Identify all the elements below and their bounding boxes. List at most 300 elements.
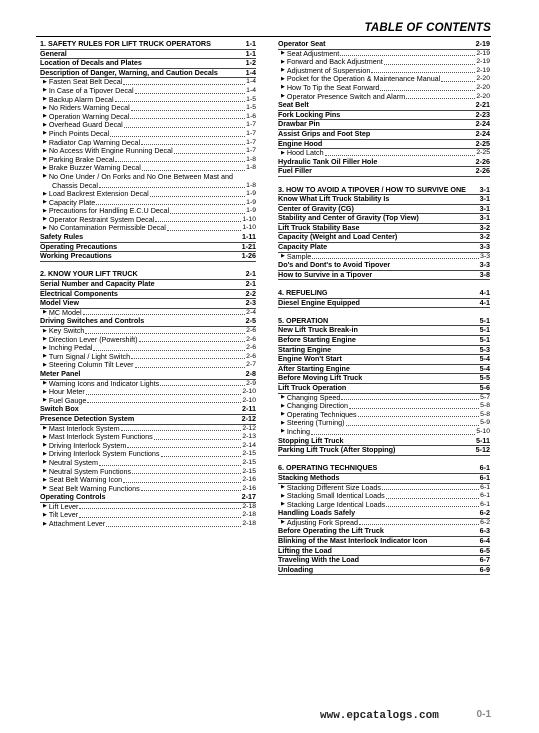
toc-entry-text: Unloading <box>278 564 314 574</box>
bullet-arrow-icon: ▶ <box>43 380 47 387</box>
toc-page-number: 2-24 <box>475 128 490 138</box>
bullet-arrow-icon: ▶ <box>43 164 47 171</box>
dot-leader <box>174 147 245 154</box>
dot-leader <box>139 335 246 342</box>
toc-entry-text: Sample <box>286 251 312 261</box>
bullet-arrow-icon: ▶ <box>281 419 285 426</box>
dot-leader <box>141 484 242 491</box>
toc-entry-text: Presence Detection System <box>40 413 135 423</box>
dot-leader <box>85 327 245 334</box>
toc-entry-text: Steering Column Tilt Lever <box>48 360 134 370</box>
toc-page-number: 2-19 <box>476 58 490 66</box>
toc-page-number: 1-9 <box>246 190 256 198</box>
bullet-arrow-icon: ▶ <box>281 411 285 418</box>
toc-page-number: 6-1 <box>479 472 490 482</box>
toc-entry-text: Stacking Small Identical Loads <box>286 491 385 501</box>
toc-page-number: 2-1 <box>245 279 256 289</box>
dot-leader <box>386 500 479 507</box>
bullet-arrow-icon: ▶ <box>43 199 47 206</box>
toc-entry-text: Lift Truck Operation <box>278 382 347 392</box>
bullet-arrow-icon: ▶ <box>281 492 285 499</box>
toc-page-number: 5-3 <box>479 344 490 354</box>
toc-page-number: 2-10 <box>242 388 256 396</box>
toc-entry-text: Operator Presence Switch and Alarm <box>286 91 406 101</box>
bullet-arrow-icon: ▶ <box>43 511 47 518</box>
dot-leader <box>406 92 475 99</box>
dot-leader <box>170 207 245 214</box>
toc-page-number: 6-3 <box>479 526 490 536</box>
dot-leader <box>384 58 476 65</box>
toc-entry-text: Capacity (Weight and Load Center) <box>278 232 398 242</box>
toc-entry-text: Meter Panel <box>40 368 81 378</box>
bullet-arrow-icon: ▶ <box>281 67 285 74</box>
toc-page-number: 1-8 <box>246 155 256 163</box>
toc-page-number: 2-20 <box>476 92 490 100</box>
toc-page-number: 1-8 <box>246 164 256 172</box>
toc-page-number: 2-9 <box>246 379 256 387</box>
toc-entry-text: Backup Alarm Decal <box>48 94 114 104</box>
header-rule <box>36 36 491 37</box>
bullet-arrow-icon: ▶ <box>281 84 285 91</box>
toc-entry-text: Traveling With the Load <box>278 555 359 565</box>
toc-entry-text: Operating Controls <box>40 492 106 502</box>
bullet-arrow-icon: ▶ <box>281 93 285 100</box>
toc-entry-text: Model View <box>40 298 80 308</box>
toc-entry-text: Assist Grips and Foot Step <box>278 128 371 138</box>
toc-entry-text: No Access With Engine Running Decal <box>48 146 173 156</box>
toc-entry-text: Blinking of the Mast Interlock Indicator Icon <box>278 536 428 546</box>
dot-leader <box>130 112 245 119</box>
toc-page-number: 3-1 <box>479 184 490 194</box>
bullet-arrow-icon: ▶ <box>43 476 47 483</box>
dot-leader <box>150 190 245 197</box>
bullet-arrow-icon: ▶ <box>43 361 47 368</box>
toc-page-number: 1-4 <box>245 67 256 77</box>
toc-entry-text: Seat Belt Warning Icon <box>48 475 123 485</box>
page-number: 0-1 <box>476 709 491 720</box>
dot-leader <box>99 181 245 188</box>
toc-page-number: 2-19 <box>475 39 490 48</box>
toc-page-number: 1-9 <box>246 207 256 215</box>
toc-entry-text: After Starting Engine <box>278 363 350 373</box>
toc-entry-text: Hydraulic Tank Oil Filler Hole <box>278 156 378 166</box>
toc-entry-text: Adjusting Fork Spread <box>286 517 358 527</box>
dot-leader <box>96 198 245 205</box>
toc-page-number: 3-2 <box>479 232 490 242</box>
toc-entry-text: Stability and Center of Gravity (Top View) <box>278 213 419 223</box>
toc-entry-text: MC Model <box>48 307 82 317</box>
toc-page-number: 2-16 <box>242 476 256 484</box>
toc-page-number: 1-5 <box>246 95 256 103</box>
toc-column-left <box>40 40 256 529</box>
dot-leader <box>135 361 246 368</box>
toc-page-number: 1-11 <box>242 232 256 242</box>
bullet-arrow-icon: ▶ <box>43 113 47 120</box>
toc-page-number: 2-18 <box>242 511 256 519</box>
bullet-arrow-icon: ▶ <box>43 336 47 343</box>
toc-page-number: 2-15 <box>242 458 256 466</box>
toc-page-number: 2-26 <box>475 156 490 166</box>
toc-entry-text: Lift Lever <box>48 501 79 511</box>
toc-page-number: 5-8 <box>480 410 490 418</box>
dot-leader <box>86 388 242 395</box>
toc-page-number: 2-15 <box>242 467 256 475</box>
toc-entry-text: Operating Precautions <box>40 241 118 251</box>
dot-leader <box>341 393 479 400</box>
toc-entry-text: Brake Buzzer Warning Decal <box>48 163 141 173</box>
toc-page-number: 6-4 <box>479 536 490 546</box>
toc-entry-text: Before Moving Lift Truck <box>278 373 363 383</box>
bullet-arrow-icon: ▶ <box>281 50 285 57</box>
toc-page-number: 3-1 <box>479 194 490 204</box>
bullet-arrow-icon: ▶ <box>281 484 285 490</box>
toc-page-number: 2-20 <box>476 83 490 91</box>
bullet-arrow-icon: ▶ <box>281 501 285 508</box>
toc-page-number: 2-18 <box>242 502 256 510</box>
dot-leader <box>160 379 245 386</box>
toc-entry-text: 4. REFUELING <box>278 288 328 298</box>
toc-page-number: 1-10 <box>242 215 256 223</box>
toc-entry-text: 6. OPERATING TECHNIQUES <box>278 463 378 473</box>
toc-entry-text: Capacity Plate <box>48 197 96 207</box>
toc-entry-text: Capacity Plate <box>278 242 328 252</box>
toc-entry-text: No Contamination Permissible Decal <box>48 223 166 233</box>
toc-entry-text: 2. KNOW YOUR LIFT TRUCK <box>40 269 138 279</box>
toc-entry-text: Before Starting Engine <box>278 335 356 344</box>
toc-page-number: 2-20 <box>476 75 490 83</box>
dot-leader <box>106 520 241 527</box>
toc-entry-text: How to Survive in a Tipover <box>278 269 373 279</box>
toc-entry-text: Do's and Dont's to Avoid Tipover <box>278 260 391 270</box>
dot-leader <box>371 66 475 73</box>
dot-leader <box>155 215 241 222</box>
toc-page-number: 1-5 <box>246 104 256 112</box>
toc-page-number: 2-6 <box>246 352 256 360</box>
bullet-arrow-icon: ▶ <box>43 397 47 404</box>
toc-entry-text: Forward and Back Adjustment <box>286 57 383 67</box>
dot-leader <box>123 78 245 85</box>
toc-entry-text: Drawbar Pin <box>278 119 320 129</box>
toc-page-number: 2-24 <box>475 119 490 129</box>
dot-leader <box>311 428 475 435</box>
toc-entry-text: Seat Adjustment <box>286 48 340 58</box>
toc-page-number: 2-2 <box>245 288 256 298</box>
bullet-arrow-icon: ▶ <box>43 139 47 146</box>
bullet-arrow-icon: ▶ <box>43 104 47 111</box>
toc-entry[interactable] <box>278 167 490 177</box>
toc-entry-text: Load Backrest Extension Decal <box>48 189 149 199</box>
toc-entry-text: Radiator Cap Warning Decal <box>48 137 141 147</box>
toc-page-number: 1-10 <box>242 224 256 232</box>
toc-entry-text: Neutral System Functions <box>48 466 132 476</box>
dot-leader <box>380 84 475 91</box>
toc-page-number: 2-7 <box>246 361 256 369</box>
toc-page-number: 6-7 <box>479 555 490 565</box>
toc-subentry[interactable] <box>40 520 256 529</box>
toc-entry-text: Know What Lift Truck Stability Is <box>278 194 390 204</box>
bullet-arrow-icon: ▶ <box>43 121 47 128</box>
toc-page-number: 5-1 <box>479 325 490 335</box>
toc-entry-text: Mast Interlock System <box>48 423 120 433</box>
bullet-arrow-icon: ▶ <box>43 459 47 466</box>
toc-page-number: 2-21 <box>475 100 490 110</box>
bullet-arrow-icon: ▶ <box>43 433 47 440</box>
toc-page-number: 1-6 <box>246 112 256 120</box>
toc-page-number: 2-1 <box>245 269 256 279</box>
bullet-arrow-icon: ▶ <box>43 207 47 214</box>
toc-page-number: 2-25 <box>475 138 490 148</box>
toc-page-number: 1-7 <box>246 121 256 129</box>
toc-entry-text: Lifting the Load <box>278 545 332 555</box>
toc-page-number: 2-14 <box>242 441 256 449</box>
toc-entry-text: 1. SAFETY RULES FOR LIFT TRUCK OPERATORS <box>40 39 211 48</box>
toc-page-number: 2-6 <box>246 335 256 343</box>
bullet-arrow-icon: ▶ <box>281 58 285 65</box>
toc-entry-text: Serial Number and Capacity Plate <box>40 279 155 289</box>
toc-page-number: 6-2 <box>480 518 490 526</box>
toc-page-number: 2-4 <box>246 308 256 316</box>
toc-entry-text: No Riders Warning Decal <box>48 103 130 113</box>
toc-entry-text: New Lift Truck Break-in <box>278 325 358 335</box>
toc-page-number: 2-11 <box>242 404 256 414</box>
bullet-arrow-icon: ▶ <box>43 87 47 94</box>
dot-leader <box>83 308 246 315</box>
bullet-arrow-icon: ▶ <box>43 173 47 180</box>
bullet-arrow-icon: ▶ <box>281 519 285 526</box>
dot-leader <box>123 476 241 483</box>
toc-entry-text: Handling Loads Safely <box>278 508 356 518</box>
toc-entry[interactable] <box>278 299 490 309</box>
toc-entry-text: Operator Restraint System Decal <box>48 214 155 224</box>
bullet-arrow-icon: ▶ <box>281 402 285 409</box>
toc-entry-text: No One Under / On Forks and No One Between Mast and <box>48 171 234 181</box>
toc-page-number: 1-7 <box>246 138 256 146</box>
toc-entry[interactable] <box>278 446 490 456</box>
toc-page-number: 1-26 <box>241 251 256 261</box>
bullet-arrow-icon: ▶ <box>281 394 285 401</box>
dot-leader <box>79 502 241 509</box>
toc-entry-text: Seat Belt Warning Functions <box>48 483 140 493</box>
toc-page-number: 6-1 <box>480 492 490 500</box>
toc-page-number: 1-2 <box>245 58 256 68</box>
toc-page-number: 2-12 <box>242 424 256 432</box>
toc-page-number: 1-21 <box>241 241 256 251</box>
toc-page-number: 2-17 <box>241 492 256 502</box>
bullet-arrow-icon: ▶ <box>43 425 47 432</box>
toc-page-number: 2-6 <box>246 327 256 334</box>
toc-entry-text: Before Operating the Lift Truck <box>278 526 384 536</box>
toc-page-number: 5-8 <box>480 402 490 410</box>
bullet-arrow-icon: ▶ <box>43 450 47 457</box>
watermark: www.epcatalogs.com <box>320 710 439 722</box>
toc-entry-text: Direction Lever (Powershift) <box>48 334 138 344</box>
toc-entry-text: How To Tip the Seat Forward <box>286 82 380 92</box>
toc-entry-text: Parking Lift Truck (After Stopping) <box>278 445 396 455</box>
toc-entry-text: Changing Direction <box>286 401 348 411</box>
toc-page-number: 5-1 <box>479 335 490 344</box>
dot-leader <box>167 224 241 231</box>
dot-leader <box>131 104 245 111</box>
dot-leader <box>441 75 475 82</box>
bullet-arrow-icon: ▶ <box>281 149 285 156</box>
toc-entry-text: Pocket for the Operation & Maintenance Manual <box>286 74 441 84</box>
toc-entry-text: 5. OPERATION <box>278 315 329 325</box>
toc-entry-text: General <box>40 48 67 58</box>
toc-entry-text: Description of Danger, Warning, and Caution Decals <box>40 67 218 77</box>
dot-leader <box>110 130 245 137</box>
bullet-arrow-icon: ▶ <box>43 147 47 154</box>
toc-page-number: 5-5 <box>479 373 490 383</box>
toc-entry-text: Fasten Seat Belt Decal <box>48 77 123 87</box>
toc-page-number: 6-1 <box>480 500 490 508</box>
toc-page-number: 1-4 <box>246 86 256 94</box>
toc-entry[interactable] <box>278 271 490 281</box>
dot-leader <box>312 252 479 259</box>
dot-leader <box>359 518 479 525</box>
toc-entry-text: Fuel Filler <box>278 166 312 176</box>
toc-page-number: 2-16 <box>242 484 256 492</box>
toc-page-number: 5-10 <box>476 427 490 435</box>
dot-leader <box>154 433 242 440</box>
toc-page-number: 1-1 <box>245 39 256 48</box>
dot-leader <box>87 396 241 403</box>
toc-page-number: 2-18 <box>242 520 256 528</box>
toc-page-number: 5-1 <box>479 315 490 325</box>
toc-entry-text: Switch Box <box>40 404 79 414</box>
toc-entry-text: Center of Gravity (CG) <box>278 203 354 213</box>
bullet-arrow-icon: ▶ <box>43 78 47 85</box>
toc-entry-text: Seat Belt <box>278 100 309 110</box>
bullet-arrow-icon: ▶ <box>43 309 47 316</box>
toc-entry-text: Operation Warning Decal <box>48 111 130 121</box>
toc-page-number: 5-4 <box>479 354 490 364</box>
toc-page-number: 4-1 <box>479 288 490 298</box>
toc-entry-text: Operating Techniques <box>286 409 357 419</box>
bullet-arrow-icon: ▶ <box>43 442 47 449</box>
toc-entry-text: Lift Truck Stability Base <box>278 222 360 232</box>
bullet-arrow-icon: ▶ <box>43 388 47 395</box>
dot-leader <box>124 121 245 128</box>
toc-page-number: 6-1 <box>480 483 490 491</box>
toc-page-number: 2-23 <box>475 109 490 119</box>
toc-page-number: 1-4 <box>246 78 256 86</box>
dot-leader <box>93 344 245 351</box>
dot-leader <box>121 424 242 431</box>
bullet-arrow-icon: ▶ <box>43 344 47 351</box>
bullet-arrow-icon: ▶ <box>43 485 47 492</box>
dot-leader <box>141 138 245 145</box>
bullet-arrow-icon: ▶ <box>43 327 47 334</box>
toc-page-number: 5-12 <box>475 445 490 455</box>
toc-page-number: 5-9 <box>480 419 490 427</box>
toc-entry-text: Hour Meter <box>48 387 85 397</box>
bullet-arrow-icon: ▶ <box>281 253 285 260</box>
toc-page-number: 6-2 <box>479 508 490 518</box>
toc-entry-text: Fork Locking Pins <box>278 109 341 119</box>
toc-page-number: 1-7 <box>246 129 256 137</box>
toc-entry-text: Driving Interlock System Functions <box>48 449 160 459</box>
bullet-arrow-icon: ▶ <box>43 130 47 137</box>
toc-page-number: 2-3 <box>245 298 256 308</box>
dot-leader <box>131 352 245 359</box>
toc-page-number: 2-15 <box>242 450 256 458</box>
toc-entry-text: Safety Rules <box>40 232 84 242</box>
toc-page-number: 2-13 <box>242 433 256 441</box>
dot-leader <box>382 483 479 490</box>
bullet-arrow-icon: ▶ <box>43 520 47 527</box>
toc-entry-text: Working Precautions <box>40 251 112 261</box>
toc-entry-text: Driving Switches and Controls <box>40 316 145 326</box>
dot-leader <box>135 87 246 94</box>
dot-leader <box>346 419 480 426</box>
dot-leader <box>79 511 241 518</box>
toc-page-number: 2-6 <box>246 344 256 352</box>
toc-page-number: 2-12 <box>241 413 256 423</box>
bullet-arrow-icon: ▶ <box>43 156 47 163</box>
toc-entry[interactable] <box>40 252 256 262</box>
toc-page-number: 6-5 <box>479 545 490 555</box>
toc-entry-text: Location of Decals and Plates <box>40 58 142 68</box>
toc-page-number: 3-8 <box>479 269 490 279</box>
toc-page-number: 6-9 <box>479 564 490 574</box>
toc-entry-text: Key Switch <box>48 326 85 335</box>
toc-entry-text: Stacking Different Size Loads <box>286 482 382 492</box>
toc-subentry[interactable] <box>278 93 490 102</box>
toc-entry-text: Stacking Methods <box>278 472 340 482</box>
toc-entry-text: Neutral System <box>48 457 98 467</box>
toc-entry-text: Turn Signal / Light Switch <box>48 351 131 361</box>
toc-entry-text: Starting Engine <box>278 344 332 354</box>
toc-entry-text: Precautions for Handling E.C.U Decal <box>48 206 170 216</box>
toc-entry-text: Driving Interlock System <box>48 440 127 450</box>
bullet-arrow-icon: ▶ <box>281 428 285 435</box>
toc-entry-text: Hood Latch <box>286 148 324 158</box>
dot-leader <box>127 441 241 448</box>
dot-leader <box>99 459 241 466</box>
toc-page-number: 2-26 <box>475 166 490 176</box>
toc-entry-text: Warning Icons and Indicator Lights <box>48 378 160 388</box>
toc-page-number: 2-25 <box>476 149 490 157</box>
toc-entry-text: 3. HOW TO AVOID A TIPOVER / HOW TO SURVIVE ONE <box>278 184 466 194</box>
toc-entry-text: Inching Pedal <box>48 343 93 353</box>
toc-page-number: 5-11 <box>476 435 490 445</box>
toc-entry-text: Tilt Lever <box>48 510 79 520</box>
toc-entry-text: Stopping Lift Truck <box>278 435 344 445</box>
toc-entry[interactable] <box>278 566 490 576</box>
bullet-arrow-icon: ▶ <box>43 353 47 360</box>
bullet-arrow-icon: ▶ <box>43 503 47 510</box>
toc-entry-text: Adjustment of Suspension <box>286 65 371 75</box>
toc-page-number: 4-1 <box>479 297 490 307</box>
toc-entry-text: Stacking Large Identical Loads <box>286 499 386 509</box>
bullet-arrow-icon: ▶ <box>43 216 47 223</box>
toc-entry-text: Fuel Gauge <box>48 395 87 405</box>
toc-page-number: 5-4 <box>479 363 490 373</box>
dot-leader <box>142 164 245 171</box>
dot-leader <box>349 402 479 409</box>
bullet-arrow-icon: ▶ <box>43 190 47 197</box>
toc-page-number: 5-7 <box>480 393 490 401</box>
toc-section-heading[interactable] <box>40 40 256 50</box>
toc-entry-text: In Case of a Tipover Decal <box>48 85 134 95</box>
toc-entry-text: Overhead Guard Decal <box>48 120 123 130</box>
toc-entry-text: Chassis Decal <box>52 180 98 190</box>
toc-page-number: 1-9 <box>246 198 256 206</box>
bullet-arrow-icon: ▶ <box>43 96 47 103</box>
toc-page-number: 2-5 <box>245 316 256 326</box>
toc-entry-text: Changing Speed <box>286 392 341 402</box>
dot-leader <box>161 450 242 457</box>
